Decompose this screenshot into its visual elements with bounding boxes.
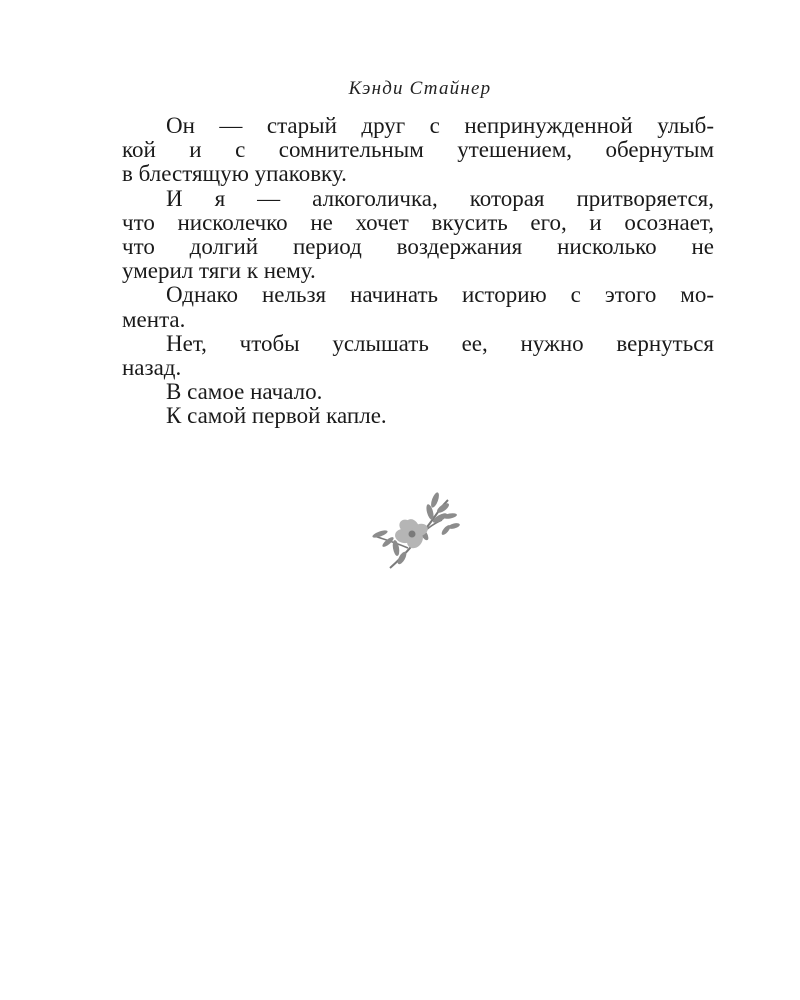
text-line: в блестящую упаковку. (122, 161, 347, 187)
text-line: мента. (122, 306, 186, 332)
paragraph (122, 283, 714, 331)
text-line: Однако нельзя начинать историю с этого мо- (166, 282, 714, 308)
text-line: назад. (122, 355, 182, 381)
text-line: что нисколечко не хочет вкусить его, и осознает, (122, 209, 714, 235)
body-text (122, 114, 714, 429)
text-line: умерил тяги к нему. (122, 258, 316, 284)
text-line: К самой первой капле. (166, 403, 387, 429)
paragraph (122, 380, 714, 404)
text-line: И я — алкоголичка, которая притворяется, (166, 185, 714, 211)
text-line: Он — старый друг с непринужденной улыб- (166, 113, 714, 138)
paragraph (122, 187, 714, 284)
running-header-author: Кэнди Стайнер (348, 78, 492, 99)
floral-sprig-icon (368, 490, 468, 576)
text-line: что долгий период воздержания нисколько не (122, 234, 714, 260)
paragraph (122, 332, 714, 380)
paragraph (122, 404, 714, 428)
text-line: Нет, чтобы услышать ее, нужно вернуться (166, 330, 714, 356)
text-line: В самое начало. (166, 379, 323, 405)
text-line: кой и с сомнительным утешением, обернутым (122, 137, 714, 163)
paragraph (122, 114, 714, 187)
